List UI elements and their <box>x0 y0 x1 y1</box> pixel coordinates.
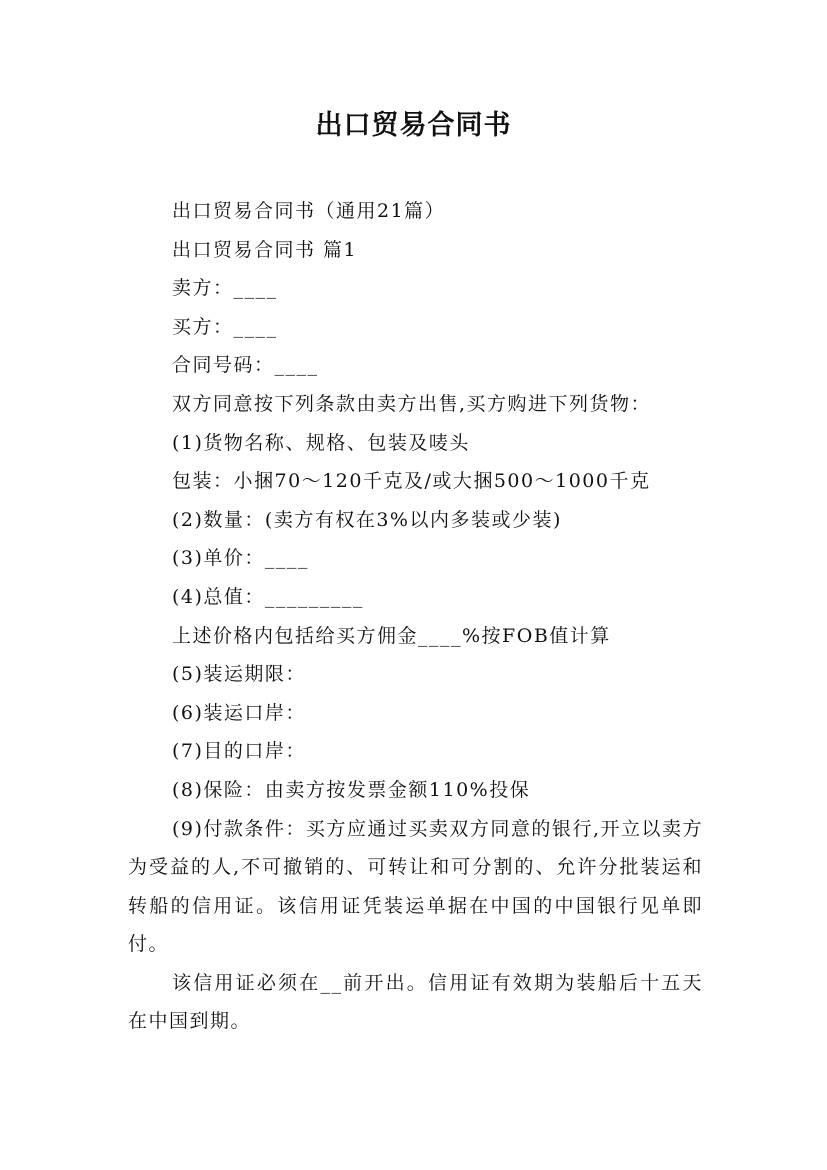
unit-price-line: (3)单价：____ <box>172 547 309 570</box>
payment-terms-paragraph: (9)付款条件：买方应通过买卖双方同意的银行,开立以卖方为受益的人,不可撤销的、可转让和可分割的、允许分批装运和转船的信用证。该信用证凭装运单据在中国的中国银行见单即付。 <box>128 817 703 956</box>
commission-line: 上述价格内包括给买方佣金____%按FOB值计算 <box>172 624 611 647</box>
insurance-line: (8)保险：由卖方按发票金额110%投保 <box>172 778 531 801</box>
credit-validity-paragraph: 该信用证必须在__前开出。信用证有效期为装船后十五天在中国到期。 <box>128 971 703 1033</box>
destination-port-line: (7)目的口岸： <box>172 740 306 763</box>
loading-port-line: (6)装运口岸： <box>172 701 306 724</box>
agreement-intro-line: 双方同意按下列条款由卖方出售,买方购进下列货物： <box>172 392 652 415</box>
section-heading: 出口贸易合同书 篇1 <box>172 238 358 261</box>
document-body <box>128 192 703 1041</box>
goods-name-line: (1)货物名称、规格、包装及唛头 <box>172 431 470 454</box>
total-value-line: (4)总值：_________ <box>172 585 364 608</box>
buyer-line: 买方：____ <box>172 315 278 338</box>
seller-line: 卖方：____ <box>172 277 278 300</box>
subtitle-line: 出口贸易合同书（通用21篇） <box>172 200 446 222</box>
quantity-line: (2)数量：(卖方有权在3%以内多装或少装) <box>172 508 562 531</box>
page-title: 出口贸易合同书 <box>315 110 512 141</box>
packing-line: 包装：小捆70～120千克及/或大捆500～1000千克 <box>172 470 651 493</box>
shipment-period-line: (5)装运期限： <box>172 663 306 686</box>
contract-number-line: 合同号码：____ <box>172 354 319 377</box>
